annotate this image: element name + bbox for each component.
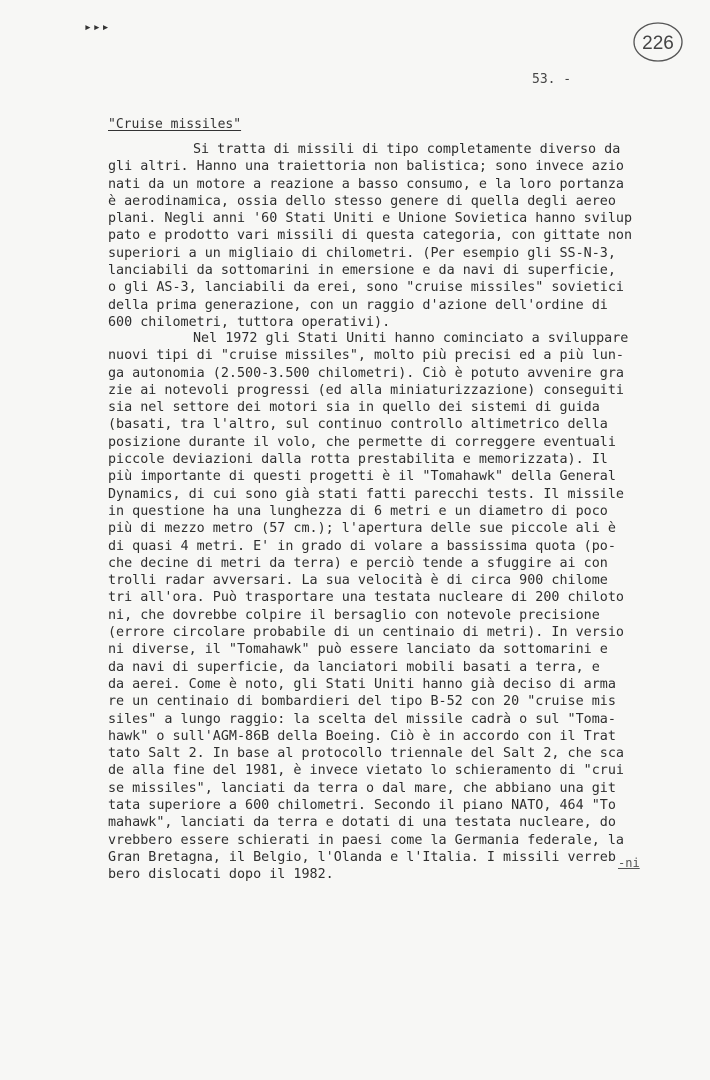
text-line: ni diverse, il "Tomahawk" può essere lanciato da sottomarini e	[108, 642, 608, 658]
text-line: vrebbero essere schierati in paesi come la Germania federale, la	[108, 832, 624, 848]
text-line: bero dislocati dopo il 1982.	[108, 867, 334, 883]
page-number: 53. -	[532, 72, 572, 87]
paragraph-1	[108, 141, 660, 331]
text-line: de alla fine del 1981, è invece vietato lo schieramento di "crui	[108, 763, 624, 779]
footer-mark: -ni	[618, 856, 640, 870]
text-line: più di mezzo metro (57 cm.); l'apertura delle sue piccole ali è	[108, 521, 616, 537]
archive-stamp-number: 226	[642, 33, 674, 54]
text-line: ga autonomia (2.500-3.500 chilometri). Ciò è potuto avvenire gra	[108, 365, 624, 381]
text-line: in questione ha una lunghezza di 6 metri e un diametro di poco	[108, 503, 608, 519]
text-line: che decine di metri da terra) e perciò tende a sfuggire ai con	[108, 555, 608, 571]
text-line: di quasi 4 metri. E' in grado di volare a bassissima quota (po-	[108, 538, 616, 554]
archive-stamp	[632, 20, 684, 64]
section-title: "Cruise missiles"	[108, 117, 242, 132]
text-line: trolli radar avversari. La sua velocità è di circa 900 chilome	[108, 573, 608, 589]
text-line: (errore circolare probabile di un centinaio di metri). In versio	[108, 625, 624, 641]
text-line: gli altri. Hanno una traiettoria non balistica; sono invece azio	[108, 159, 624, 175]
text-line: Si tratta di missili di tipo completamente diverso da	[193, 142, 621, 157]
text-line: siles" a lungo raggio: la scelta del missile cadrà o sul "Toma-	[108, 711, 616, 727]
text-line: ni, che dovrebbe colpire il bersaglio con notevole precisione	[108, 607, 600, 623]
text-line: tri all'ora. Può trasportare una testata nucleare di 200 chiloto	[108, 590, 624, 606]
text-line: della prima generazione, con un raggio d'azione dell'ordine di	[108, 297, 608, 313]
paragraph-2	[108, 330, 660, 884]
corner-mark: ▸▸▸	[84, 20, 111, 35]
text-line: o gli AS-3, lanciabili da erei, sono "cruise missiles" sovietici	[108, 280, 624, 296]
text-line: nati da un motore a reazione a basso consumo, e la loro portanza	[108, 176, 624, 192]
text-line: zie ai notevoli progressi (ed alla miniaturizzazione) conseguiti	[108, 382, 624, 398]
text-line: più importante di questi progetti è il "Tomahawk" della General	[108, 469, 616, 485]
text-line: da aerei. Come è noto, gli Stati Uniti hanno già deciso di arma	[108, 676, 616, 692]
text-line: nuovi tipi di "cruise missiles", molto più precisi ed a più lun-	[108, 348, 624, 364]
text-line: Gran Bretagna, il Belgio, l'Olanda e l'Italia. I missili verreb	[108, 849, 616, 865]
text-line: posizione durante il volo, che permette di correggere eventuali	[108, 434, 616, 450]
text-line: mahawk", lanciati da terra e dotati di una testata nucleare, do	[108, 815, 616, 831]
text-line: 600 chilometri, tuttora operativi).	[108, 314, 391, 330]
text-line: lanciabili da sottomarini in emersione e da navi di superficie,	[108, 263, 616, 279]
text-line: re un centinaio di bombardieri del tipo B-52 con 20 "cruise mis	[108, 694, 616, 710]
text-line: sia nel settore dei motori sia in quello dei sistemi di guida	[108, 400, 600, 416]
text-line: se missiles", lanciati da terra o dal mare, che abbiano una git	[108, 780, 616, 796]
text-line: plani. Negli anni '60 Stati Uniti e Unione Sovietica hanno svilup	[108, 211, 633, 227]
stamp-circle-icon	[632, 20, 684, 64]
text-line: è aerodinamica, ossia dello stesso genere di quella degli aereo	[108, 193, 616, 209]
text-line: piccole deviazioni dalla rotta prestabilita e memorizzata). Il	[108, 452, 608, 468]
text-line: pato e prodotto vari missili di questa categoria, con gittate non	[108, 228, 633, 244]
text-line: Dynamics, di cui sono già stati fatti parecchi tests. Il missile	[108, 486, 624, 502]
text-line: tato Salt 2. In base al protocollo triennale del Salt 2, che sca	[108, 746, 624, 762]
text-line: (basati, tra l'altro, sul continuo controllo altimetrico della	[108, 417, 608, 433]
text-line: Nel 1972 gli Stati Uniti hanno cominciato a sviluppare	[193, 331, 629, 346]
text-line: tata superiore a 600 chilometri. Secondo il piano NATO, 464 "To	[108, 798, 616, 814]
text-line: da navi di superficie, da lanciatori mobili basati a terra, e	[108, 659, 600, 675]
text-line: superiori a un migliaio di chilometri. (Per esempio gli SS-N-3,	[108, 245, 616, 261]
text-line: hawk" o sull'AGM-86B della Boeing. Ciò è in accordo con il Trat	[108, 728, 616, 744]
